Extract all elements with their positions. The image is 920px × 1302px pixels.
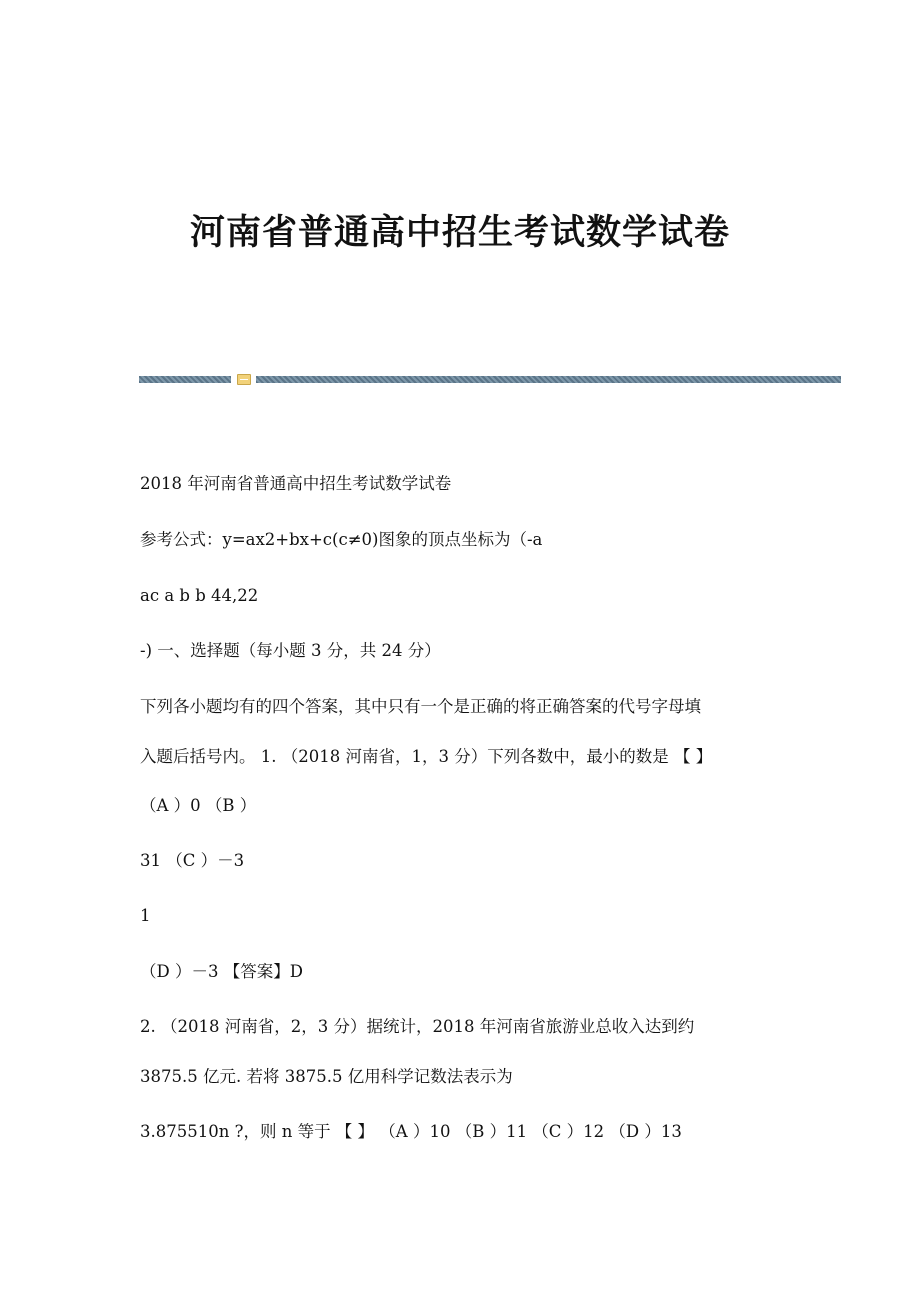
divider-bar-right (256, 376, 841, 383)
question-1-options-c: 31 （C ）－3 (140, 851, 245, 870)
envelope-icon (237, 374, 251, 385)
formula-continuation: ac a b b 44,22 (140, 586, 259, 605)
divider-bar-left (139, 376, 231, 383)
title-divider (139, 374, 841, 386)
question-1-options-a-b: （A ）0 （B ） (140, 796, 257, 815)
question-1-answer: （D ）－3 【答案】D (140, 962, 303, 981)
question-1: 入题后括号内。 1. （2018 河南省，1，3 分）下列各数中，最小的数是 【 】 (140, 747, 713, 766)
question-2-options: 3.875510n ?，则 n 等于 【 】 （A ）10 （B ）11 （C ）12 （D ）13 (140, 1122, 682, 1141)
reference-formula: 参考公式：y=ax2+bx+c(c≠0)图象的顶点坐标为（-a (140, 530, 543, 549)
question-2: 2. （2018 河南省，2，3 分）据统计，2018 年河南省旅游业总收入达到约 (140, 1017, 695, 1036)
question-2-continued: 3875.5 亿元. 若将 3875.5 亿用科学记数法表示为 (140, 1067, 513, 1086)
question-1-fraction: 1 (140, 906, 151, 925)
paper-heading: 2018 年河南省普通高中招生考试数学试卷 (140, 474, 452, 493)
section-heading: -) 一、选择题（每小题 3 分，共 24 分） (140, 641, 441, 660)
instructions-line: 下列各小题均有的四个答案，其中只有一个是正确的将正确答案的代号字母填 (140, 697, 701, 716)
document-title: 河南省普通高中招生考试数学试卷 (189, 212, 730, 253)
